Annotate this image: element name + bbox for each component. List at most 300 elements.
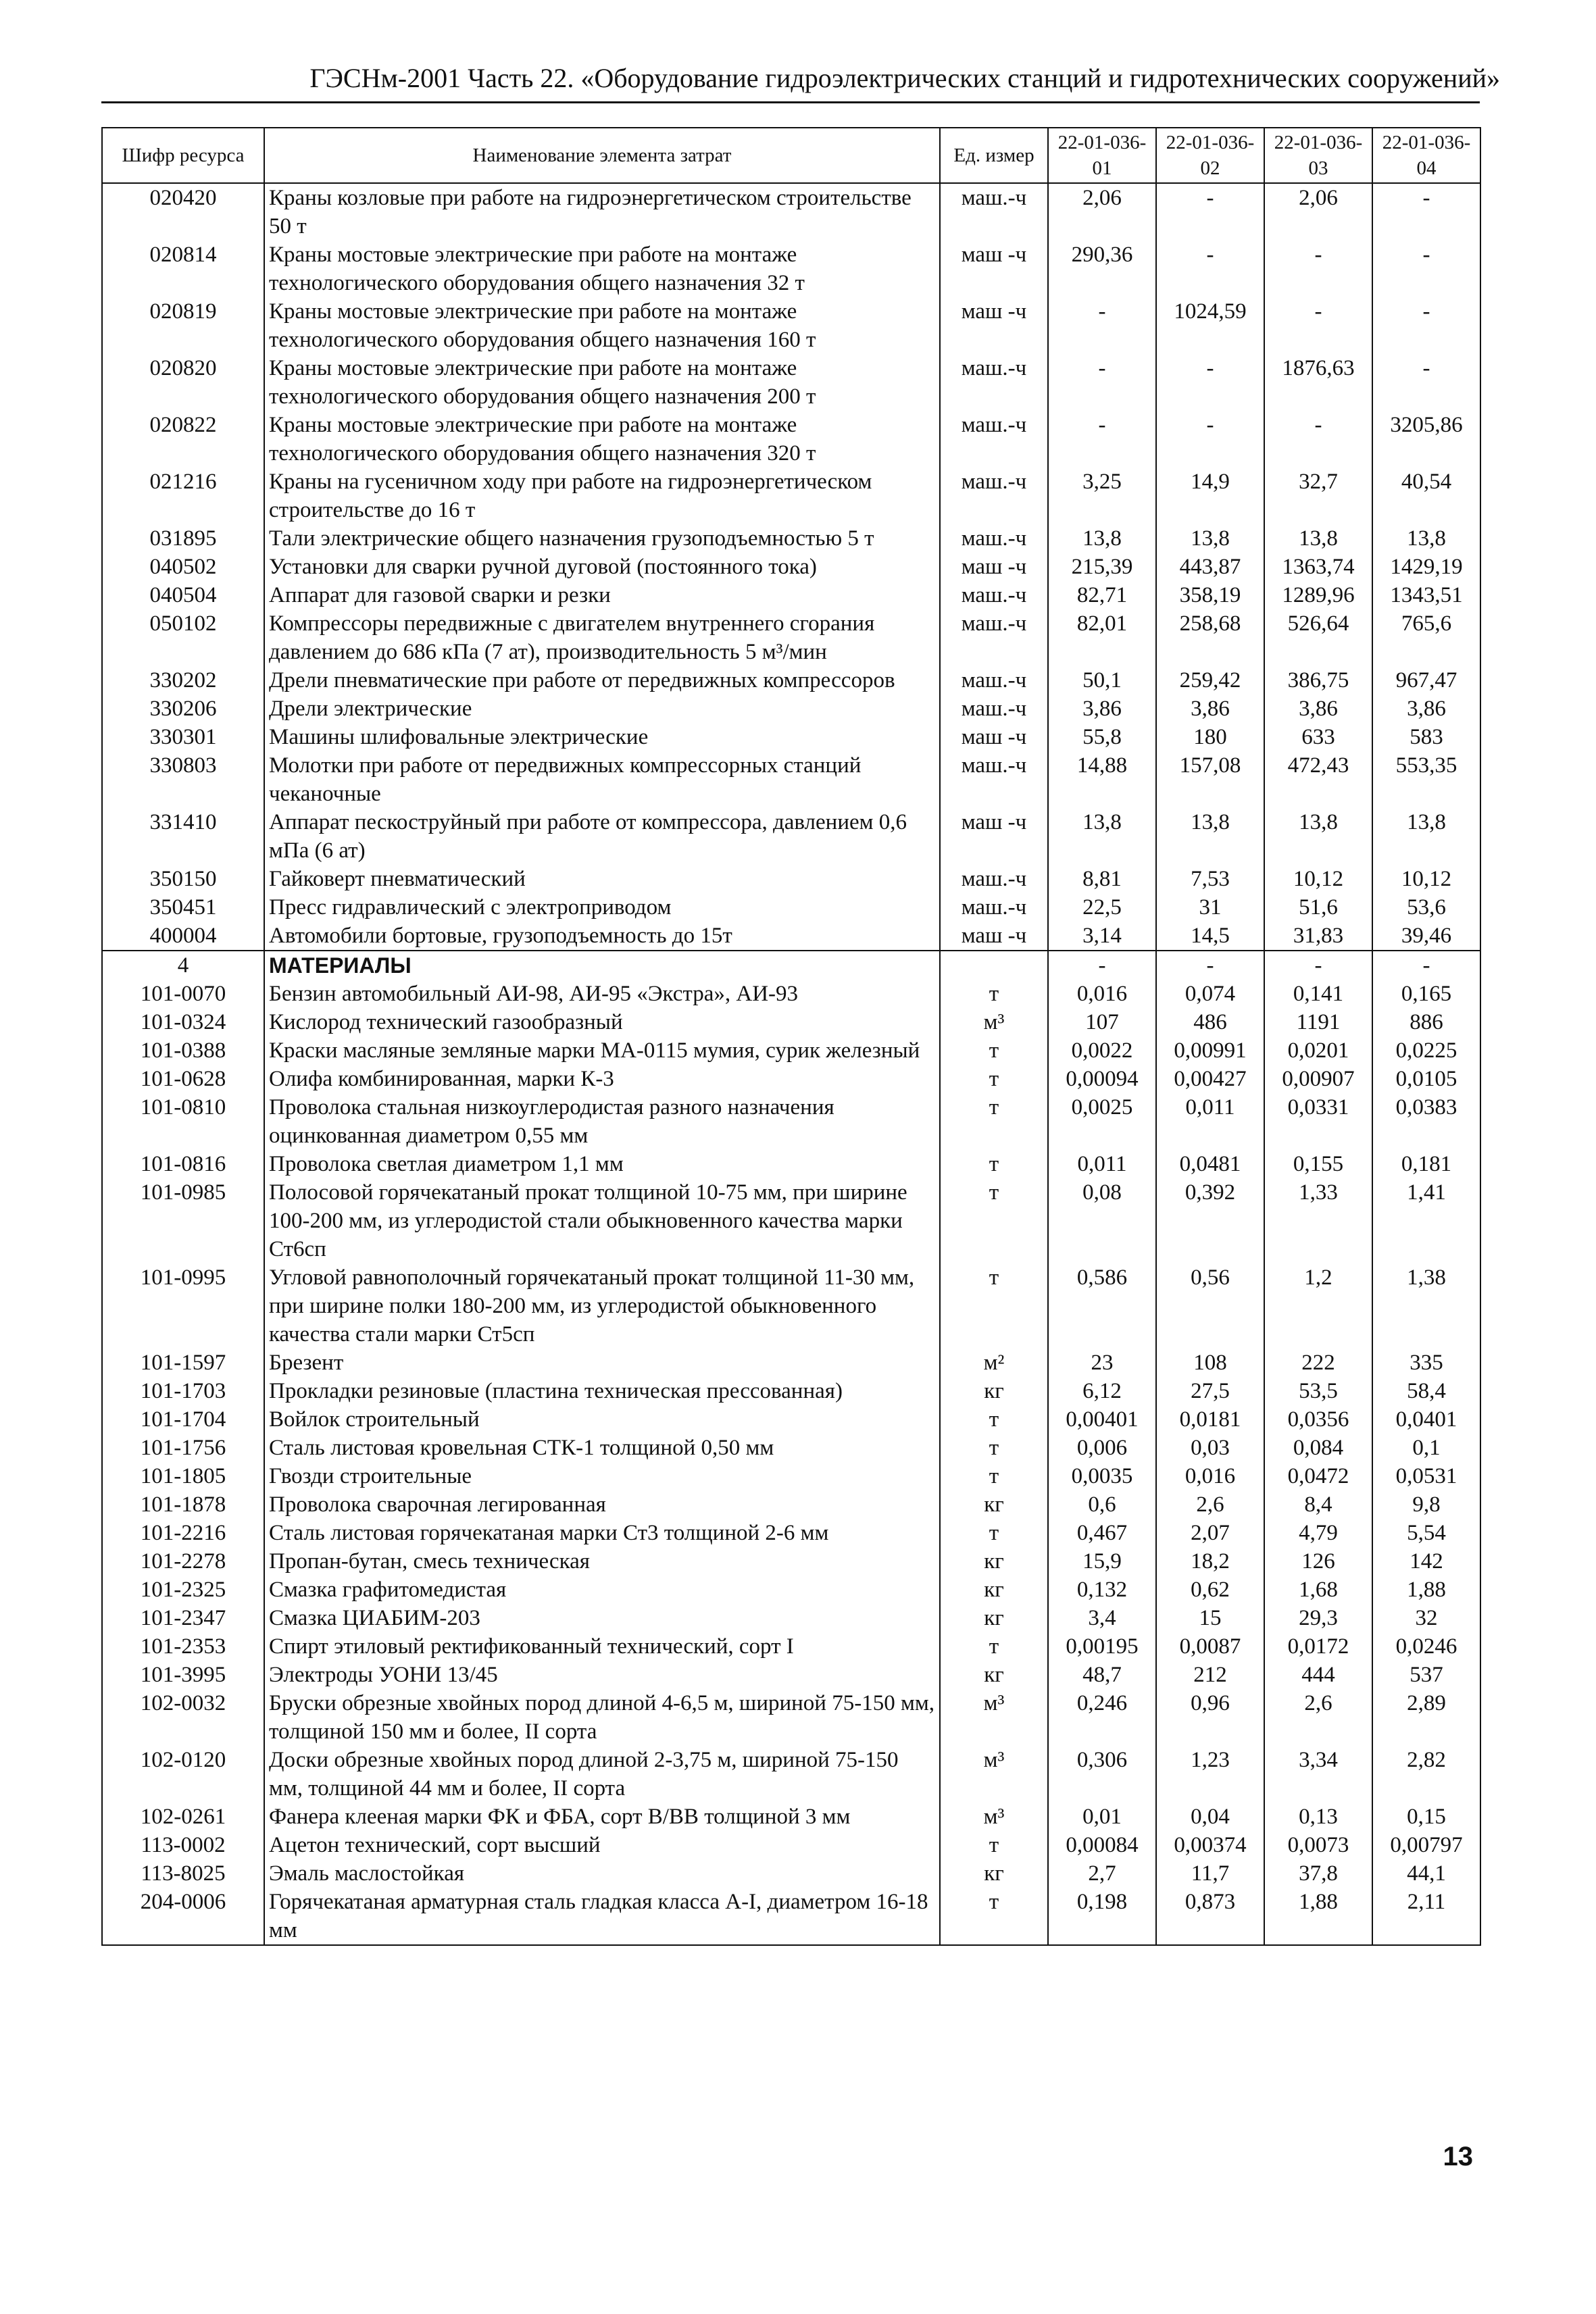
cell-036-03: 0,0331 bbox=[1264, 1093, 1372, 1150]
cell-code: 330803 bbox=[102, 751, 264, 808]
cell-036-02: 0,62 bbox=[1156, 1576, 1264, 1604]
table-row bbox=[102, 354, 1480, 411]
cell-036-01: 0,00401 bbox=[1048, 1405, 1156, 1434]
cell-036-01: 3,14 bbox=[1048, 922, 1156, 951]
cell-code: 040504 bbox=[102, 581, 264, 609]
cell-036-02: 0,00991 bbox=[1156, 1036, 1264, 1065]
header-rule bbox=[101, 101, 1480, 103]
cell-036-01: 15,9 bbox=[1048, 1547, 1156, 1576]
cell-unit: маш -ч bbox=[940, 723, 1048, 751]
cell-036-01: 0,00084 bbox=[1048, 1831, 1156, 1859]
cell-036-03: 126 bbox=[1264, 1547, 1372, 1576]
cell-036-01: 48,7 bbox=[1048, 1661, 1156, 1689]
cell-036-04: - bbox=[1372, 354, 1480, 411]
cell-name: Машины шлифовальные электрические bbox=[264, 723, 940, 751]
cell-unit: т bbox=[940, 1036, 1048, 1065]
col-header-036-03: 22-01-036-03 bbox=[1264, 128, 1372, 183]
cell-unit: маш.-ч bbox=[940, 865, 1048, 893]
cell-name: Установки для сварки ручной дуговой (постоянного тока) bbox=[264, 553, 940, 581]
cell-name: Гайковерт пневматический bbox=[264, 865, 940, 893]
table-row bbox=[102, 553, 1480, 581]
cell-036-04: 32 bbox=[1372, 1604, 1480, 1632]
cell-036-04: 44,1 bbox=[1372, 1859, 1480, 1888]
cell-name: Эмаль маслостойкая bbox=[264, 1859, 940, 1888]
cell-036-01: 3,25 bbox=[1048, 468, 1156, 524]
cell-unit: м² bbox=[940, 1349, 1048, 1377]
cell-036-04: 58,4 bbox=[1372, 1377, 1480, 1405]
cell-036-03: 0,13 bbox=[1264, 1803, 1372, 1831]
cell-code: 101-0628 bbox=[102, 1065, 264, 1093]
cell-name: МАТЕРИАЛЫ bbox=[264, 951, 940, 980]
table-row bbox=[102, 411, 1480, 468]
cell-036-02: 157,08 bbox=[1156, 751, 1264, 808]
cell-code: 101-0388 bbox=[102, 1036, 264, 1065]
cell-code: 101-1703 bbox=[102, 1377, 264, 1405]
cell-name: Краны на гусеничном ходу при работе на гидроэнергетическом строительстве до 16 т bbox=[264, 468, 940, 524]
cell-036-03: 2,06 bbox=[1264, 183, 1372, 241]
cell-036-04: 1,88 bbox=[1372, 1576, 1480, 1604]
cell-name: Тали электрические общего назначения грузоподъемностью 5 т bbox=[264, 524, 940, 553]
cell-036-03: - bbox=[1264, 411, 1372, 468]
cell-unit: т bbox=[940, 1093, 1048, 1150]
cell-036-04: 53,6 bbox=[1372, 893, 1480, 922]
cell-name: Войлок строительный bbox=[264, 1405, 940, 1434]
cell-036-03: 0,084 bbox=[1264, 1434, 1372, 1462]
cell-036-01: 0,0022 bbox=[1048, 1036, 1156, 1065]
cell-036-02: 259,42 bbox=[1156, 666, 1264, 695]
cell-036-03: 37,8 bbox=[1264, 1859, 1372, 1888]
cell-036-02: 18,2 bbox=[1156, 1547, 1264, 1576]
cell-code: 113-8025 bbox=[102, 1859, 264, 1888]
cell-036-03: 0,0073 bbox=[1264, 1831, 1372, 1859]
cell-036-01: - bbox=[1048, 951, 1156, 980]
cell-code: 101-0816 bbox=[102, 1150, 264, 1178]
table-row bbox=[102, 751, 1480, 808]
cell-036-01: 2,06 bbox=[1048, 183, 1156, 241]
cell-name: Краны мостовые электрические при работе на монтаже технологического оборудования общего назначения 320 т bbox=[264, 411, 940, 468]
section-row bbox=[102, 951, 1480, 980]
cell-036-02: 11,7 bbox=[1156, 1859, 1264, 1888]
cell-036-01: 55,8 bbox=[1048, 723, 1156, 751]
cell-unit: кг bbox=[940, 1604, 1048, 1632]
cell-036-03: 0,0356 bbox=[1264, 1405, 1372, 1434]
cell-code: 113-0002 bbox=[102, 1831, 264, 1859]
table-row bbox=[102, 1178, 1480, 1263]
cell-code: 020420 bbox=[102, 183, 264, 241]
cell-name: Аппарат пескоструйный при работе от компрессора, давлением 0,6 мПа (6 ат) bbox=[264, 808, 940, 865]
cell-036-02: 358,19 bbox=[1156, 581, 1264, 609]
cell-036-03: 0,0472 bbox=[1264, 1462, 1372, 1490]
cell-036-01: 0,00195 bbox=[1048, 1632, 1156, 1661]
cell-036-01: 8,81 bbox=[1048, 865, 1156, 893]
cell-code: 331410 bbox=[102, 808, 264, 865]
cell-code: 020820 bbox=[102, 354, 264, 411]
cell-036-04: 0,0383 bbox=[1372, 1093, 1480, 1150]
cell-unit: маш.-ч bbox=[940, 581, 1048, 609]
table-row bbox=[102, 1576, 1480, 1604]
table-row bbox=[102, 1150, 1480, 1178]
cell-036-01: 0,0035 bbox=[1048, 1462, 1156, 1490]
page-number: 13 bbox=[1443, 2142, 1473, 2171]
cell-name: Полосовой горячекатаный прокат толщиной 10-75 мм, при ширине 100-200 мм, из углеродистой стали обыкновенного качества марки Ст6сп bbox=[264, 1178, 940, 1263]
table-row bbox=[102, 893, 1480, 922]
cell-036-02: 0,873 bbox=[1156, 1888, 1264, 1945]
cell-unit: маш -ч bbox=[940, 553, 1048, 581]
table-row bbox=[102, 1377, 1480, 1405]
cell-036-03: 633 bbox=[1264, 723, 1372, 751]
cell-036-02: 0,0481 bbox=[1156, 1150, 1264, 1178]
cell-036-04: - bbox=[1372, 183, 1480, 241]
cell-unit: т bbox=[940, 1150, 1048, 1178]
cell-036-02: 31 bbox=[1156, 893, 1264, 922]
table-row bbox=[102, 1803, 1480, 1831]
cell-036-04: 2,11 bbox=[1372, 1888, 1480, 1945]
cell-name: Ацетон технический, сорт высший bbox=[264, 1831, 940, 1859]
cell-unit: маш.-ч bbox=[940, 354, 1048, 411]
cell-036-02: 0,56 bbox=[1156, 1263, 1264, 1349]
col-header-036-01: 22-01-036-01 bbox=[1048, 128, 1156, 183]
cell-036-04: 537 bbox=[1372, 1661, 1480, 1689]
cell-036-02: 13,8 bbox=[1156, 524, 1264, 553]
cell-036-03: 1876,63 bbox=[1264, 354, 1372, 411]
cell-036-01: 290,36 bbox=[1048, 241, 1156, 297]
cell-036-01: 0,198 bbox=[1048, 1888, 1156, 1945]
cell-036-02: 0,00427 bbox=[1156, 1065, 1264, 1093]
table-row bbox=[102, 1036, 1480, 1065]
cell-name: Сталь листовая горячекатаная марки Ст3 толщиной 2-6 мм bbox=[264, 1519, 940, 1547]
cell-name: Угловой равнополочный горячекатаный прокат толщиной 11-30 мм, при ширине полки 180-200 мм, из углеродистой обыкновенного качества стали марки Ст5сп bbox=[264, 1263, 940, 1349]
cell-036-03: 31,83 bbox=[1264, 922, 1372, 951]
cell-036-03: - bbox=[1264, 241, 1372, 297]
col-header-036-02: 22-01-036-02 bbox=[1156, 128, 1264, 183]
cell-unit: кг bbox=[940, 1576, 1048, 1604]
cell-036-04: 5,54 bbox=[1372, 1519, 1480, 1547]
cell-036-04: 13,8 bbox=[1372, 808, 1480, 865]
cell-036-03: 10,12 bbox=[1264, 865, 1372, 893]
cell-code: 101-1805 bbox=[102, 1462, 264, 1490]
page-header: ГЭСНм-2001 Часть 22. «Оборудование гидроэлектрических станций и гидротехнических сооружений» bbox=[309, 63, 1500, 93]
table-row bbox=[102, 980, 1480, 1008]
cell-036-01: 23 bbox=[1048, 1349, 1156, 1377]
cell-code: 101-1756 bbox=[102, 1434, 264, 1462]
cell-unit: т bbox=[940, 1434, 1048, 1462]
cell-036-02: 212 bbox=[1156, 1661, 1264, 1689]
cell-036-03: 29,3 bbox=[1264, 1604, 1372, 1632]
cell-unit: маш.-ч bbox=[940, 666, 1048, 695]
cell-036-04: 0,00797 bbox=[1372, 1831, 1480, 1859]
cell-036-03: 3,86 bbox=[1264, 695, 1372, 723]
cell-unit: маш -ч bbox=[940, 297, 1048, 354]
cell-unit: м³ bbox=[940, 1008, 1048, 1036]
cell-name: Аппарат для газовой сварки и резки bbox=[264, 581, 940, 609]
cell-code: 101-2353 bbox=[102, 1632, 264, 1661]
col-header-unit: Ед. измер bbox=[940, 128, 1048, 183]
cell-036-03: 0,0201 bbox=[1264, 1036, 1372, 1065]
cell-name: Автомобили бортовые, грузоподъемность до 15т bbox=[264, 922, 940, 951]
cell-name: Молотки при работе от передвижных компрессорных станций чеканочные bbox=[264, 751, 940, 808]
table-row bbox=[102, 524, 1480, 553]
cell-unit: маш -ч bbox=[940, 241, 1048, 297]
cell-036-04: 2,82 bbox=[1372, 1746, 1480, 1803]
cell-036-04: 10,12 bbox=[1372, 865, 1480, 893]
cell-code: 350150 bbox=[102, 865, 264, 893]
cell-036-02: 0,011 bbox=[1156, 1093, 1264, 1150]
cell-036-03: 8,4 bbox=[1264, 1490, 1372, 1519]
cell-unit: маш.-ч bbox=[940, 411, 1048, 468]
cell-036-03: 222 bbox=[1264, 1349, 1372, 1377]
cell-unit: кг bbox=[940, 1547, 1048, 1576]
cell-036-01: 0,016 bbox=[1048, 980, 1156, 1008]
cell-036-04: 0,15 bbox=[1372, 1803, 1480, 1831]
cell-036-01: 0,6 bbox=[1048, 1490, 1156, 1519]
cell-036-01: - bbox=[1048, 411, 1156, 468]
cell-036-02: 3,86 bbox=[1156, 695, 1264, 723]
cell-name: Бруски обрезные хвойных пород длиной 4-6,5 м, шириной 75-150 мм, толщиной 150 мм и более, II сорта bbox=[264, 1689, 940, 1746]
cell-036-02: 108 bbox=[1156, 1349, 1264, 1377]
cell-036-01: 0,586 bbox=[1048, 1263, 1156, 1349]
cell-name: Смазка ЦИАБИМ-203 bbox=[264, 1604, 940, 1632]
cell-036-02: 15 bbox=[1156, 1604, 1264, 1632]
cell-036-04: 0,181 bbox=[1372, 1150, 1480, 1178]
cell-name: Пропан-бутан, смесь техническая bbox=[264, 1547, 940, 1576]
cell-036-01: 14,88 bbox=[1048, 751, 1156, 808]
cell-036-04: - bbox=[1372, 951, 1480, 980]
cell-code: 020819 bbox=[102, 297, 264, 354]
cell-036-03: 1,88 bbox=[1264, 1888, 1372, 1945]
cell-name: Краски масляные земляные марки МА-0115 мумия, сурик железный bbox=[264, 1036, 940, 1065]
cell-036-03: 53,5 bbox=[1264, 1377, 1372, 1405]
cell-unit: кг bbox=[940, 1377, 1048, 1405]
cell-036-02: 0,074 bbox=[1156, 980, 1264, 1008]
cell-036-04: 335 bbox=[1372, 1349, 1480, 1377]
cell-036-02: - bbox=[1156, 951, 1264, 980]
cell-code: 101-2347 bbox=[102, 1604, 264, 1632]
table-row bbox=[102, 1349, 1480, 1377]
table-row bbox=[102, 1434, 1480, 1462]
cell-name: Олифа комбинированная, марки К-3 bbox=[264, 1065, 940, 1093]
table-row bbox=[102, 1746, 1480, 1803]
cell-036-02: 0,016 bbox=[1156, 1462, 1264, 1490]
table-body bbox=[102, 183, 1480, 1945]
cell-036-03: 386,75 bbox=[1264, 666, 1372, 695]
cell-036-01: - bbox=[1048, 354, 1156, 411]
cell-unit: м³ bbox=[940, 1803, 1048, 1831]
cell-unit: т bbox=[940, 1888, 1048, 1945]
cell-036-01: 50,1 bbox=[1048, 666, 1156, 695]
table-row bbox=[102, 1859, 1480, 1888]
cell-036-03: 1,33 bbox=[1264, 1178, 1372, 1263]
cell-036-03: 1363,74 bbox=[1264, 553, 1372, 581]
table-row bbox=[102, 1519, 1480, 1547]
cell-036-01: - bbox=[1048, 297, 1156, 354]
cell-name: Фанера клееная марки ФК и ФБА, сорт В/ВВ толщиной 3 мм bbox=[264, 1803, 940, 1831]
table-row bbox=[102, 1632, 1480, 1661]
table-row bbox=[102, 1008, 1480, 1036]
cell-036-04: 1343,51 bbox=[1372, 581, 1480, 609]
cell-unit: маш.-ч bbox=[940, 893, 1048, 922]
cell-036-03: 3,34 bbox=[1264, 1746, 1372, 1803]
table-row bbox=[102, 1490, 1480, 1519]
cell-036-04: 2,89 bbox=[1372, 1689, 1480, 1746]
cell-036-01: 0,01 bbox=[1048, 1803, 1156, 1831]
cell-code: 101-2216 bbox=[102, 1519, 264, 1547]
cell-036-04: 1,41 bbox=[1372, 1178, 1480, 1263]
cell-code: 101-0070 bbox=[102, 980, 264, 1008]
cell-036-03: 2,6 bbox=[1264, 1689, 1372, 1746]
cell-unit: т bbox=[940, 1831, 1048, 1859]
table-row bbox=[102, 183, 1480, 241]
table-row bbox=[102, 468, 1480, 524]
cell-036-01: 3,4 bbox=[1048, 1604, 1156, 1632]
table-row bbox=[102, 695, 1480, 723]
cell-unit bbox=[940, 951, 1048, 980]
cell-name: Горячекатаная арматурная сталь гладкая класса А-I, диаметром 16-18 мм bbox=[264, 1888, 940, 1945]
cell-036-01: 82,71 bbox=[1048, 581, 1156, 609]
table-header-row bbox=[102, 128, 1480, 183]
cell-code: 021216 bbox=[102, 468, 264, 524]
cell-036-04: 3,86 bbox=[1372, 695, 1480, 723]
cell-code: 101-0995 bbox=[102, 1263, 264, 1349]
cell-036-02: - bbox=[1156, 411, 1264, 468]
cell-036-01: 0,306 bbox=[1048, 1746, 1156, 1803]
cell-code: 031895 bbox=[102, 524, 264, 553]
cell-unit: кг bbox=[940, 1859, 1048, 1888]
table-row bbox=[102, 1093, 1480, 1150]
cell-036-02: 14,5 bbox=[1156, 922, 1264, 951]
cell-036-04: 3205,86 bbox=[1372, 411, 1480, 468]
cell-code: 204-0006 bbox=[102, 1888, 264, 1945]
cell-036-03: 444 bbox=[1264, 1661, 1372, 1689]
cell-name: Доски обрезные хвойных пород длиной 2-3,75 м, шириной 75-150 мм, толщиной 44 мм и более, II сорта bbox=[264, 1746, 940, 1803]
cell-name: Дрели пневматические при работе от передвижных компрессоров bbox=[264, 666, 940, 695]
cell-unit: маш.-ч bbox=[940, 183, 1048, 241]
cell-036-03: 13,8 bbox=[1264, 524, 1372, 553]
cell-036-02: 0,0087 bbox=[1156, 1632, 1264, 1661]
cell-036-01: 6,12 bbox=[1048, 1377, 1156, 1405]
cell-036-03: 0,00907 bbox=[1264, 1065, 1372, 1093]
cell-name: Кислород технический газообразный bbox=[264, 1008, 940, 1036]
cell-name: Смазка графитомедистая bbox=[264, 1576, 940, 1604]
cell-036-04: 583 bbox=[1372, 723, 1480, 751]
cell-036-02: 14,9 bbox=[1156, 468, 1264, 524]
table-row bbox=[102, 1661, 1480, 1689]
cell-036-04: 0,0531 bbox=[1372, 1462, 1480, 1490]
cell-code: 101-0985 bbox=[102, 1178, 264, 1263]
cell-036-04: 886 bbox=[1372, 1008, 1480, 1036]
cell-036-03: - bbox=[1264, 297, 1372, 354]
cell-036-02: 0,0181 bbox=[1156, 1405, 1264, 1434]
cell-036-03: 472,43 bbox=[1264, 751, 1372, 808]
cell-code: 102-0120 bbox=[102, 1746, 264, 1803]
cell-036-02: 2,07 bbox=[1156, 1519, 1264, 1547]
table-row bbox=[102, 1604, 1480, 1632]
cell-036-01: 0,467 bbox=[1048, 1519, 1156, 1547]
cell-036-02: 1,23 bbox=[1156, 1746, 1264, 1803]
cell-name: Прокладки резиновые (пластина техническая прессованная) bbox=[264, 1377, 940, 1405]
cell-036-04: 142 bbox=[1372, 1547, 1480, 1576]
table-row bbox=[102, 922, 1480, 951]
cell-036-03: 4,79 bbox=[1264, 1519, 1372, 1547]
cell-036-03: 1,2 bbox=[1264, 1263, 1372, 1349]
cell-036-03: 13,8 bbox=[1264, 808, 1372, 865]
cell-unit: т bbox=[940, 980, 1048, 1008]
cell-unit: м³ bbox=[940, 1746, 1048, 1803]
cell-unit: маш.-ч bbox=[940, 695, 1048, 723]
cell-unit: т bbox=[940, 1405, 1048, 1434]
cell-name: Электроды УОНИ 13/45 bbox=[264, 1661, 940, 1689]
cell-036-04: 40,54 bbox=[1372, 468, 1480, 524]
cell-036-04: 1,38 bbox=[1372, 1263, 1480, 1349]
cell-036-03: 51,6 bbox=[1264, 893, 1372, 922]
cell-unit: т bbox=[940, 1065, 1048, 1093]
cell-036-04: 0,1 bbox=[1372, 1434, 1480, 1462]
cell-unit: маш -ч bbox=[940, 808, 1048, 865]
cell-code: 101-0810 bbox=[102, 1093, 264, 1150]
table-row bbox=[102, 609, 1480, 666]
cell-code: 102-0032 bbox=[102, 1689, 264, 1746]
table-row bbox=[102, 1462, 1480, 1490]
cell-code: 350451 bbox=[102, 893, 264, 922]
cell-036-03: 1,68 bbox=[1264, 1576, 1372, 1604]
cell-036-02: 1024,59 bbox=[1156, 297, 1264, 354]
cell-036-04: 967,47 bbox=[1372, 666, 1480, 695]
cell-036-02: 13,8 bbox=[1156, 808, 1264, 865]
table-row bbox=[102, 1405, 1480, 1434]
cell-036-01: 0,0025 bbox=[1048, 1093, 1156, 1150]
cell-code: 101-2325 bbox=[102, 1576, 264, 1604]
cell-036-01: 0,011 bbox=[1048, 1150, 1156, 1178]
cell-name: Брезент bbox=[264, 1349, 940, 1377]
cell-036-04: - bbox=[1372, 241, 1480, 297]
cell-code: 4 bbox=[102, 951, 264, 980]
cell-name: Краны мостовые электрические при работе на монтаже технологического оборудования общего назначения 160 т bbox=[264, 297, 940, 354]
cell-036-02: 180 bbox=[1156, 723, 1264, 751]
cell-036-03: 32,7 bbox=[1264, 468, 1372, 524]
cell-036-01: 215,39 bbox=[1048, 553, 1156, 581]
cell-036-03: - bbox=[1264, 951, 1372, 980]
table-row bbox=[102, 723, 1480, 751]
cell-name: Проволока стальная низкоуглеродистая разного назначения оцинкованная диаметром 0,55 мм bbox=[264, 1093, 940, 1150]
cell-036-04: 0,165 bbox=[1372, 980, 1480, 1008]
cell-code: 020822 bbox=[102, 411, 264, 468]
cell-code: 330202 bbox=[102, 666, 264, 695]
cell-036-04: 13,8 bbox=[1372, 524, 1480, 553]
cell-036-04: 39,46 bbox=[1372, 922, 1480, 951]
cell-name: Компрессоры передвижные с двигателем внутреннего сгорания давлением до 686 кПа (7 ат), производительность 5 м³/мин bbox=[264, 609, 940, 666]
cell-036-01: 107 bbox=[1048, 1008, 1156, 1036]
cell-code: 400004 bbox=[102, 922, 264, 951]
cell-036-01: 0,132 bbox=[1048, 1576, 1156, 1604]
cell-unit: т bbox=[940, 1519, 1048, 1547]
cell-unit: т bbox=[940, 1178, 1048, 1263]
cell-name: Краны козловые при работе на гидроэнергетическом строительстве 50 т bbox=[264, 183, 940, 241]
table-row bbox=[102, 1689, 1480, 1746]
cell-036-02: 0,03 bbox=[1156, 1434, 1264, 1462]
col-header-036-04: 22-01-036-04 bbox=[1372, 128, 1480, 183]
cell-code: 101-1878 bbox=[102, 1490, 264, 1519]
cell-036-02: 443,87 bbox=[1156, 553, 1264, 581]
cell-code: 101-0324 bbox=[102, 1008, 264, 1036]
cell-unit: маш -ч bbox=[940, 922, 1048, 951]
cell-036-04: - bbox=[1372, 297, 1480, 354]
cell-036-02: 27,5 bbox=[1156, 1377, 1264, 1405]
cell-036-04: 9,8 bbox=[1372, 1490, 1480, 1519]
table-row bbox=[102, 241, 1480, 297]
cell-name: Проволока светлая диаметром 1,1 мм bbox=[264, 1150, 940, 1178]
cell-unit: м³ bbox=[940, 1689, 1048, 1746]
cell-unit: маш.-ч bbox=[940, 468, 1048, 524]
cell-036-04: 0,0105 bbox=[1372, 1065, 1480, 1093]
